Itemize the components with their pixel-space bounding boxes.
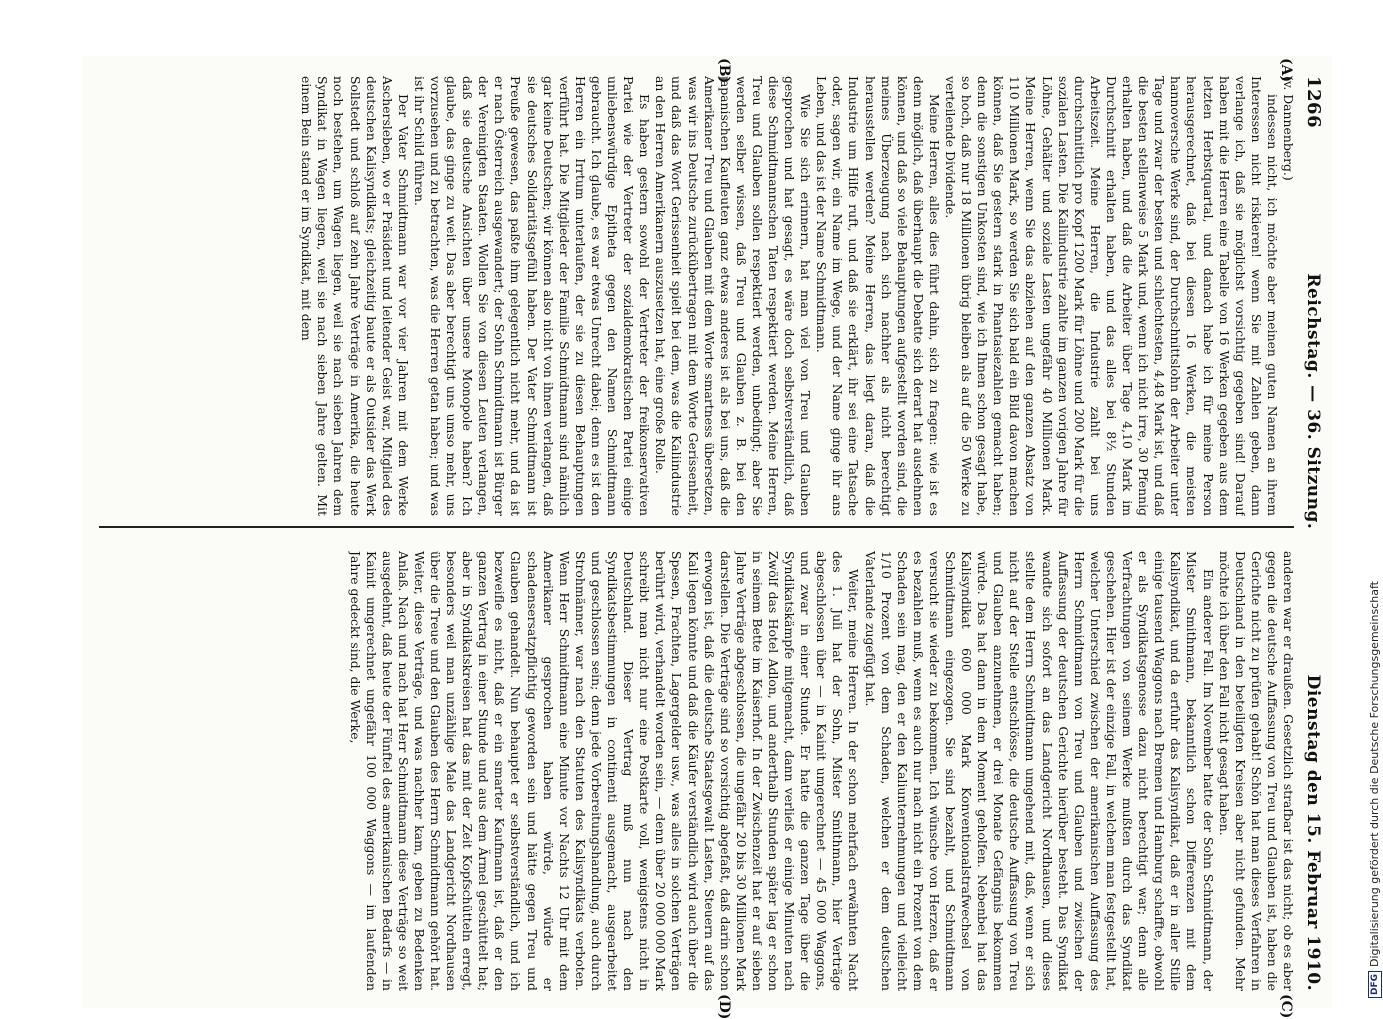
paragraph: anderen war er draußen. Gesetzlich strafbar ist das nicht; ob es aber gegen die deutsche Auffassung von Treu und Glauben ist, haben die Gerichte nicht zu prüfen gehabt! Schön hat man dieses Verfahren in Deutschland in den beteiligten Kreisen aber nicht gefunden. Mehr möchte ich über den Fall nicht gesagt haben. [1216, 551, 1296, 991]
rotated-newspaper-page [82, 56, 1332, 1019]
margin-marker-a: (A) [1278, 58, 1294, 83]
date-line: Dienstag den 15. Februar 1910. [1303, 674, 1323, 991]
margin-marker-d: (D) [716, 994, 732, 1019]
margin-marker-b: (B) [716, 58, 732, 84]
paragraph: Weiter, meine Herren. In der schon mehrfach erwähnten Nacht des 1. Juli hat der Sohn, Mister Smithmann, hier Verträge abgeschlossen über — in Kainit umgerechnet — 45 000 Waggons, und zwar in einer Stunde. Er hatte die ganzen Tage über die Syndikatskämpfe mitgemacht, dann verließ er einige Minuten nach Zwölf das Hotel Adlon, und anderthalb Stunden später lag er schon in seinem Bette im Kaiserhof. In der Zwischenzeit hat er auf sieben Jahre Verträge abgeschlossen, die ungefähr 20 bis 30 Millionen Mark darstellen. Die Verträge sind so vorsichtig abgefaßt, daß darin schon erwogen ist, daß die deutsche Staatsgewalt Lasten, Steuern auf das Kali legen könnte und daß die Käufer verständlich wird auch über die Spesen, Frachten, Lagergelder usw., was alles in solchen Verträgen berührt wird, verhandelt worden sein, — denn über 20 000 000 Mark schreibt man nicht nur eine Postkarte voll, wenigstens nicht in Deutschland. Dieser Vertrag muß nun nach den Syndikatsbestimmungen in continenti ausgemacht, ausgearbeitet und geschlossen sein; denn jede Vorbereitungshandlung, auch durch Strohmänner, war nach den Statuten des Kalisyndikats verboten. Wenn Herr Schmidtmann eine Minute vor Nachts 12 Uhr mit dem Amerikaner gesprochen haben würde, würde er schadensersatzpflichtig geworden sein und hätte gegen Treu und Glauben gehandelt. Nun behauptet er selbstverständlich, und ich bezweifle es nicht, daß er ein smarter Kaufmann ist, daß er den ganzen Vertrag in einer Stunde und aus dem Ärmel geschüttelt hat; aber in Syndikatskreisen hat das mit der Zeit Kopfschütteln erregt, besonders weil man unzählige Male das Landgericht Nordhausen über die Treue und den Glauben des Herrn Schmidtmann gehört hat. Weiter, diese Verträge, und was nachher kam, geben zu Bedenken Anlaß. Nach und nach hat Herr Schmidtmann diese Verträge so weit ausgedehnt, daß heute der Fünftel des amerikanischen Bedarfs — in Kainit umgerechnet ungefähr 100 000 Waggons — im laufenden Jahre gedeckt sind, die Werke, [347, 551, 862, 991]
page-number: 1266 [1303, 76, 1324, 129]
paragraph: Der Vater Schmidtmann war vor vier Jahren mit dem Werke Aschersleben, wo er Präsident und leitender Geist war, Mitglied des deutschen Kalisyndikats; gleichzeitig baute er als Outsider das Werk Sollstedt und schloß auf zehn Jahre Verträge in Amerika, die heute noch bestehen, um Wagen liegen, weil sie nach sieben Jahren dem Syndikat in Wagen liegen, weil sie nach sieben Jahre gelten. Mit einem Bein stand er im Syndikat, mit dem [299, 76, 411, 516]
speaker-name: (v. Dannenberg.) [1281, 76, 1296, 181]
digitization-credit [1366, 0, 1383, 998]
dfg-logo: DFG [1368, 971, 1382, 998]
paragraph: Ein anderer Fall. Im November hatte der Sohn Schmidtmann, der Mister Smithmann, bekanntlich schon Differenzen mit dem Kalisyndikat, und da erfuhr das Kalisyndikat, daß er in aller Stille einige tausend Waggons nach Bremen und Hamburg schaffte, obwohl er als Syndikatsgenosse dazu nicht berechtigt war; denn alle Verfrachtungen von seinem Werke mußten durch das Syndikat geschehen. Hier ist der einzige Fall, in welchem man festgestellt hat, welcher Unterschied zwischen der amerikanischen Auffassung des Herrn Schmidtmann von Treu und Glauben und zwischen der Auffassung der deutschen Gerichte hierüber besteht. Das Syndikat wandte sich sofort an das Landgericht Nordhausen, und dieses stellte dem Herrn Schmidtmann umgehend mit, daß, wenn er sich nicht auf der Stelle entschlösse, die deutsche Auffassung von Treu und Glauben anzunehmen, er drei Monate Gefängnis bekommen würde. Das hat dann in dem Moment geholfen. Nebenbei hat das Kalisyndikat 600 000 Mark Konventionalstrafwechsel von Schmidtmann eingezogen. Sie sind bezahlt, und Schmidtmann versucht sie wieder zu bekommen. Ich wünsche von Herzen, daß er es bezahlen muß, wenn es auch nur nach nicht ein Prozent von dem Schaden sein mag, den er den Kaliunternehmungen und vielleicht 1/10 Prozent von dem Schaden, welchen er dem deutschen Vaterlande zugefügt hat. [862, 551, 1216, 991]
session-title: Reichstag. — 36. Sitzung. [1303, 273, 1323, 530]
column-divider [99, 526, 1294, 528]
paragraph: Es haben gestern sowohl der Vertreter der freikonservativen Partei wie der Vertreter der sozialdemokratischen Partei einige unliebenswürdige Epitheta gegen den Namen Schmidtmann gebraucht. Ich glaube, es war etwas Unrecht dabei; denn es ist den Herren ein Irrtum unterlaufen, der sie zu diesen Behauptungen verführt hat. Die Mitglieder der Familie Schmidtmann sind nämlich gar keine Deutschen; wir können also nicht von ihnen verlangen, daß sie deutsches Solidaritätsgefühl haben. Der Vater Schmidtmann ist Preuße gewesen, das paßte ihm gelegentlich nicht mehr, und da ist er nach Österreich ausgewandert; der Sohn Schmidtmann ist Bürger der Vereinigten Staaten. Wollen Sie von diesen Leuten verlangen, daß sie deutsche Ansichten über unsere Monopole haben? Ich glaube, das ginge zu weit. Das aber berechtigt uns umso mehr, uns vorzusehen und zu betrachten, was die Herren getan haben; und was ist ihr Schild führen. [411, 76, 653, 516]
left-text-column [96, 76, 1296, 516]
margin-marker-c: (C) [1278, 994, 1294, 1019]
paragraph: Wie Sie sich erinnern, hat man viel von Treu und Glauben gesprochen und hat gesagt, es wäre doch selbstverständlich, daß diese Schmidtmannschen Taten respektiert werden. Meine Herren, Treu und Glauben sollen respektiert werden, unbedingt; aber Sie werden selber wissen, daß Treu und Glauben z. B. bei den japanischen Kaufleuten ganz etwas anderes ist als bei uns, daß die Amerikaner Treu und Glauben mit dem Worte smartness übersetzen, was wir ins Deutsche zurückübertragen mit dem Worte Gerissenheit, und daß das Wort Gerissenheit spielt bei dem, was die Kaliindustrie an den Herren Amerikanern auszusetzen hat, eine große Rolle. [653, 76, 814, 516]
paragraph: Meine Herren, alles dies führt dahin, sich zu fragen: wie ist es denn möglich, daß überhaupt die Debatte sich derart hat ausdehnen können, und daß so viele Behauptungen aufgestellt worden sind, die meines Überzeugung nach sich nachher als nicht berechtigt herausstellen werden? Meine Herren, das liegt daran, daß die Industrie um Hilfe ruft, und daß sie erklärt, ihr sei eine Tatsache oder, sagen wir, ein Name im Wege, und der Name ginge ihr ans Leben, und das ist der Name Schmidtmann. [814, 76, 942, 516]
paragraph: indessen nicht, ich möchte aber meinen guten Namen an ihrem Interessen nicht riskieren! wenn Sie mit Zahlen geben, dann verlange ich, daß sie möglichst vorsichtig gegeben sind! Darauf haben mit die Herren eine Tabelle von 16 Werken gegeben aus dem letzten Herbstquartal, und danach habe ich für meine Person herausgerechnet, daß bei diesen 16 Werken, die meisten hannoversche Werke sind, der Durchschnittslohn der Arbeiter unter Tage und zwar der besten und schlechtesten, 4,48 Mark ist, und daß die besten stellenweise 5 Mark und, wenn ich nicht irre, 30 Pfennig erhalten haben, und daß die Arbeiter über Tage 4,10 Mark im Durchschnitt erhalten haben, und das alles bei 8½ Stunden Arbeitszeit. Meine Herren, die Industrie zahlt bei uns durchschnittlich pro Kopf 1200 Mark für Löhne und 200 Mark für die sozialen Lasten. Die Kaliindustrie zahlte im ganzen vorigen Jahre für Löhne, Gehälter und soziale Lasten ungefähr 40 Millionen Mark. Meine Herren, wenn Sie das abziehen auf den ganzen Absatz von 110 Millionen Mark, so werden Sie sich bald ein Bild davon machen können, daß Sie gestern stark in Phantasiezahlen gemacht haben; denn die sonstigen Unkosten sind, wie ich Ihnen schon gesagt habe, so hoch, daß nur 18 Millionen übrig bleiben als auf die 50 Werke zu verteilende Dividende. [943, 76, 1280, 516]
right-text-column [96, 551, 1296, 991]
page-header [1300, 76, 1324, 991]
credit-text: Digitalisierung gefördert durch die Deutsche Forschungsgemeinschaft [1368, 581, 1381, 967]
